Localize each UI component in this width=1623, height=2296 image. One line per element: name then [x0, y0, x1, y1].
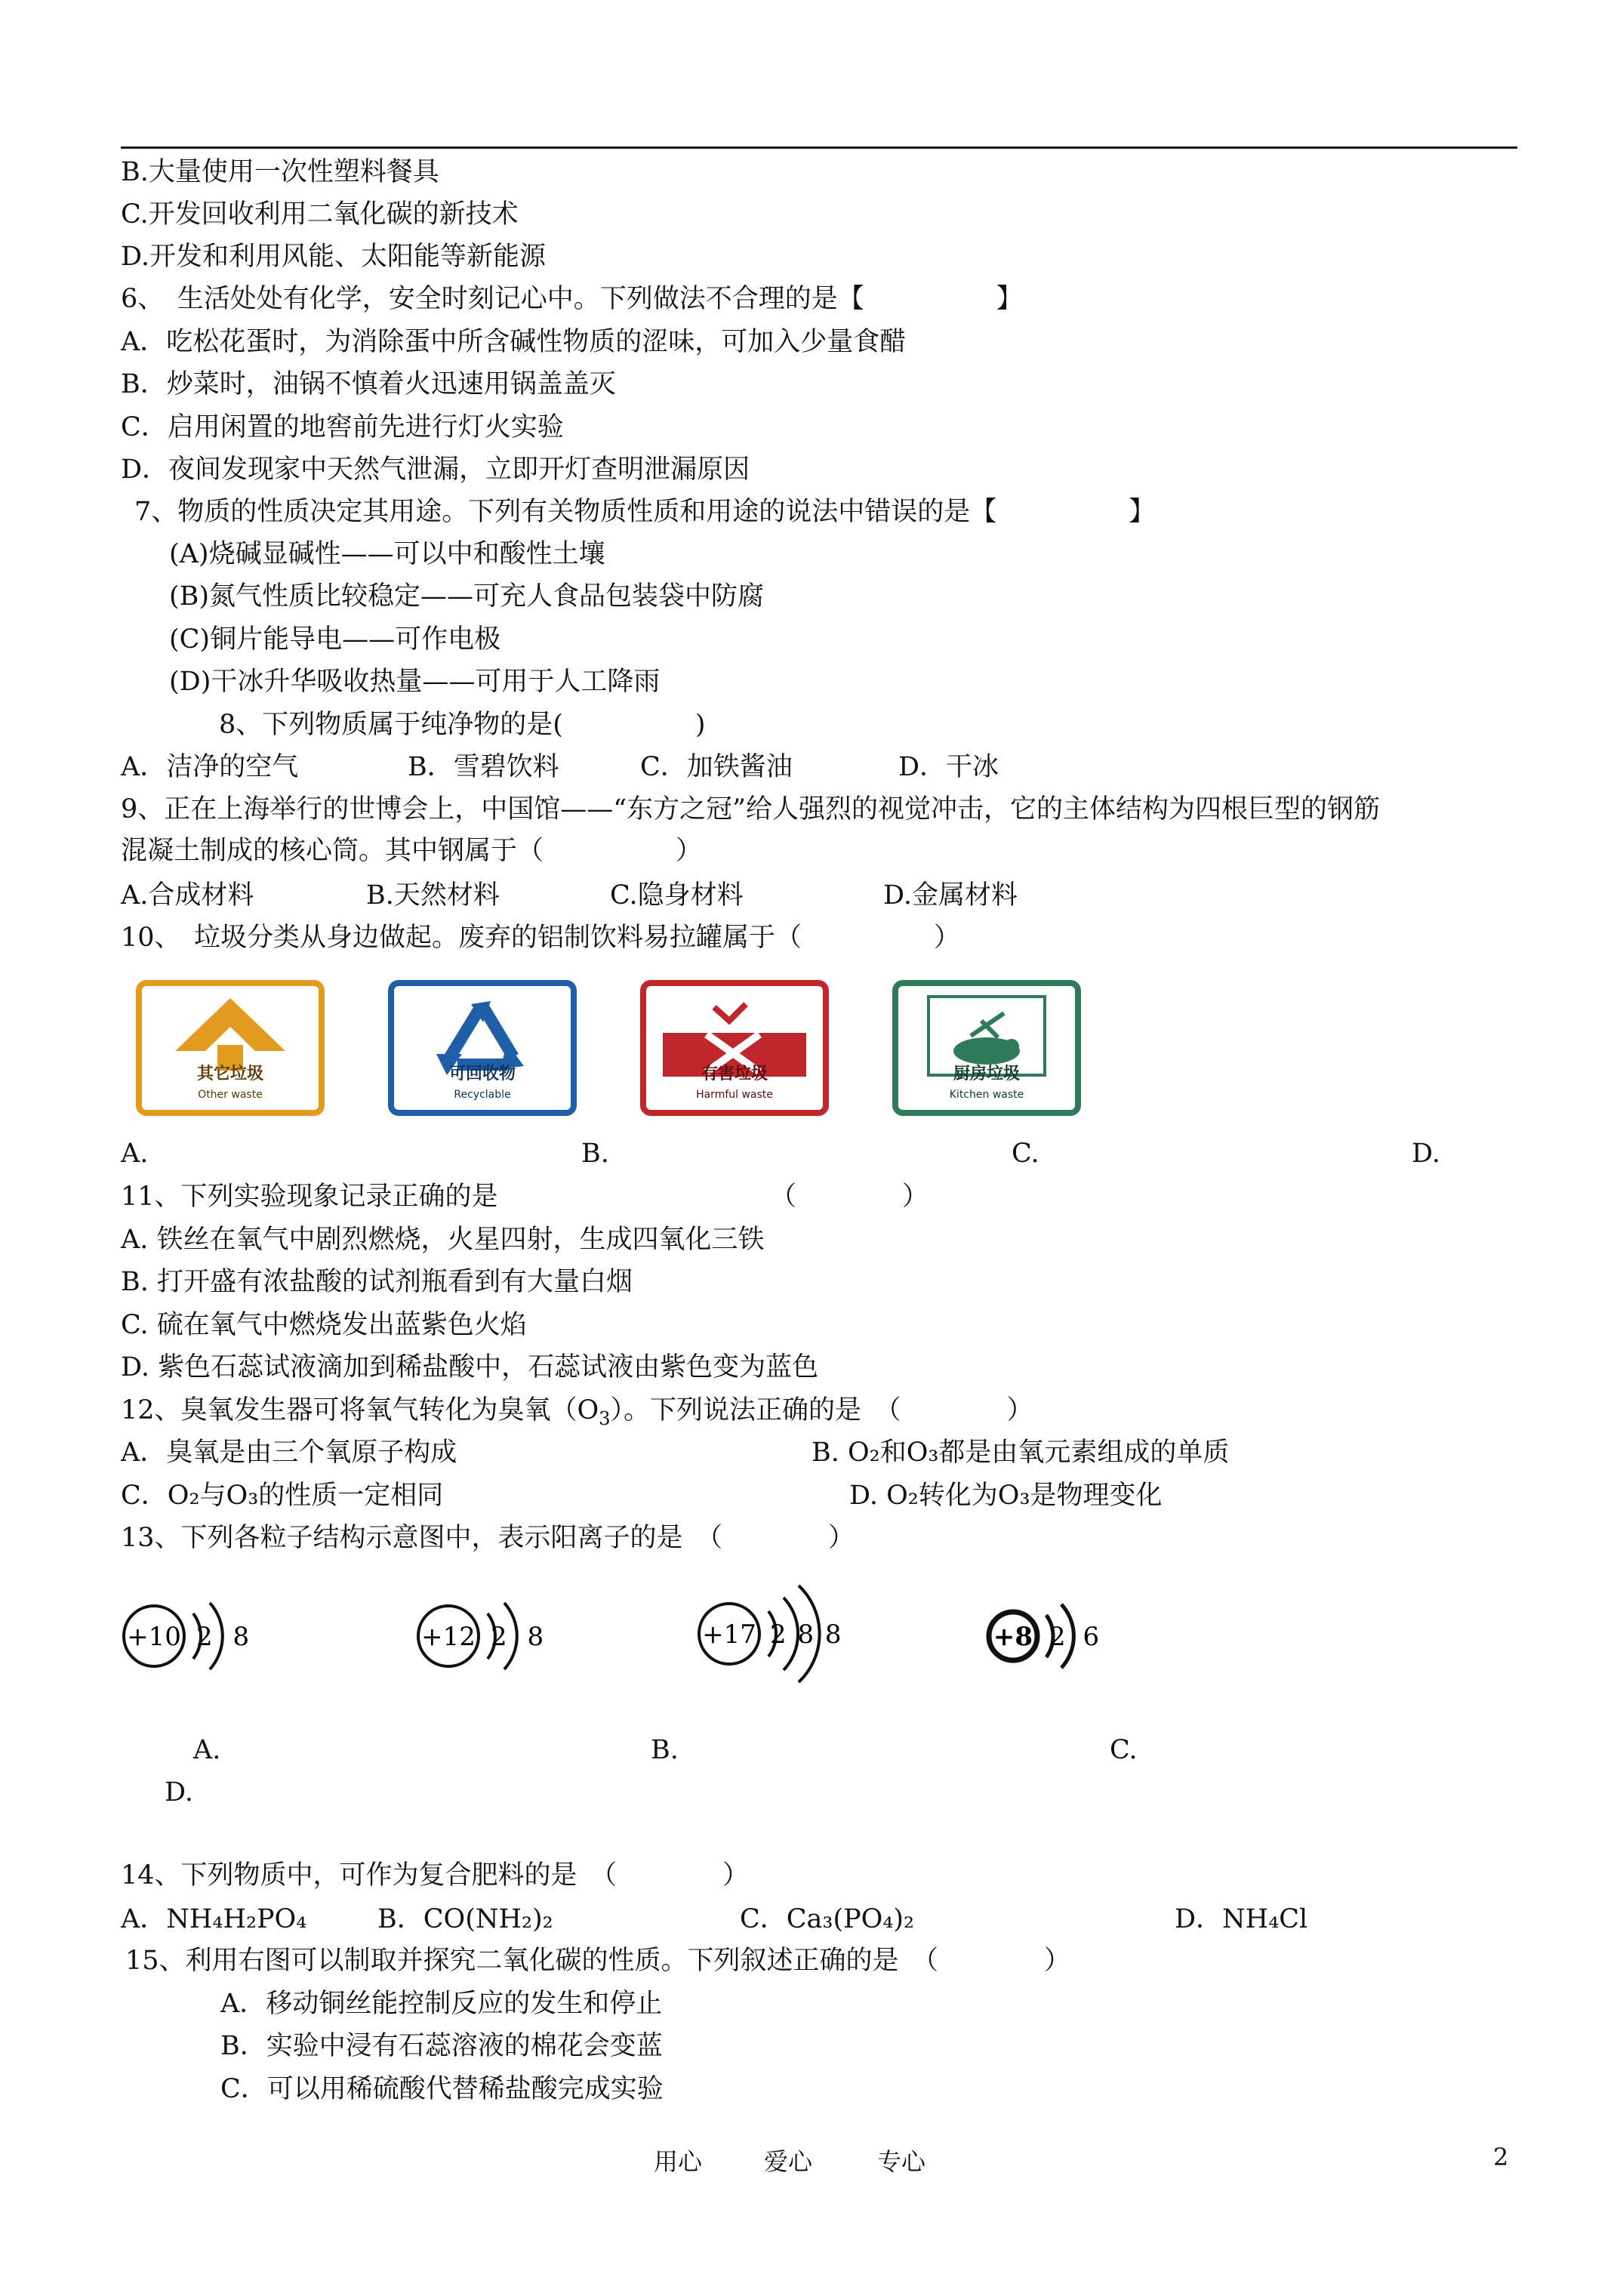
- bin-label: 厨房垃圾: [953, 1065, 1020, 1083]
- q7-option-b: (B)氮气性质比较稳定——可充人食品包装袋中防腐: [169, 581, 765, 612]
- bin-label-en: Other waste: [198, 1089, 263, 1101]
- nucleus-charge: +10: [127, 1622, 181, 1652]
- q8-option-a: A．洁净的空气: [121, 752, 299, 782]
- q15-option-b: B．实验中浸有石蕊溶液的棉花会变蓝: [220, 2031, 663, 2061]
- q15-stem: 15、利用右图可以制取并探究二氧化碳的性质。下列叙述正确的是 （ ）: [125, 1946, 1071, 1976]
- q8-option-d: D．干冰: [898, 752, 999, 782]
- q11-option-a: A. 铁丝在氧气中剧烈燃烧，火星四射，生成四氧化三铁: [121, 1225, 765, 1255]
- q9-option-b: B.天然材料: [366, 880, 500, 911]
- atom-diagram-a: [121, 1582, 256, 1690]
- bin-label: 其它垃圾: [196, 1065, 263, 1083]
- q12-option-c: C．O₂与O₃的性质一定相同: [121, 1481, 444, 1511]
- q10-option-a: A.: [121, 1139, 149, 1169]
- q6-stem: 6、 生活处处有化学，安全时刻记心中。下列做法不合理的是【 】: [121, 284, 1023, 314]
- q14-option-c: C．Ca₃(PO₄)₂: [740, 1904, 915, 1934]
- q13-option-b: B.: [651, 1735, 679, 1765]
- bin-label: 有害垃圾: [701, 1065, 768, 1083]
- q6-option-c: C．启用闲置的地窖前先进行灯火实验: [121, 412, 564, 442]
- q9-stem-line2: 混凝土制成的核心筒。其中钢属于（ ）: [121, 836, 703, 866]
- nucleus-charge: +17: [702, 1620, 756, 1650]
- q14-option-a: A．NH₄H₂PO₄: [121, 1904, 307, 1934]
- q11-option-d: D. 紫色石蕊试液滴加到稀盐酸中，石蕊试液由紫色变为蓝色: [121, 1352, 819, 1382]
- bin-other-waste: [136, 980, 325, 1116]
- q12-option-b: B. O₂和O₃都是由氧元素组成的单质: [812, 1438, 1230, 1468]
- q5-option-d: D.开发和利用风能、太阳能等新能源: [121, 242, 546, 272]
- q6-option-d: D．夜间发现家中天然气泄漏，立即开灯查明泄漏原因: [121, 455, 750, 485]
- bin-label-en: Kitchen waste: [949, 1089, 1024, 1101]
- footer-text-1: 用心: [654, 2147, 703, 2176]
- q8-stem: 8、下列物质属于纯净物的是( ): [219, 710, 706, 740]
- q7-option-c: (C)铜片能导电——可作电极: [169, 624, 501, 655]
- q8-option-b: B．雪碧饮料: [408, 752, 559, 782]
- q13-option-d: D.: [165, 1777, 193, 1808]
- header-rule: [121, 146, 1517, 149]
- q13-option-a: A.: [193, 1735, 221, 1765]
- nucleus-charge: +12: [421, 1622, 476, 1652]
- q5-option-c: C.开发回收利用二氧化碳的新技术: [121, 199, 519, 230]
- q6-option-b: B．炒菜时，油锅不慎着火迅速用锅盖盖灭: [121, 369, 616, 399]
- electron-shells: 2 6: [1049, 1622, 1104, 1652]
- nucleus-charge: +8: [993, 1622, 1033, 1652]
- q15-option-c: C．可以用稀硫酸代替稀盐酸完成实验: [220, 2074, 664, 2104]
- q14-option-d: D．NH₄Cl: [1175, 1904, 1308, 1934]
- q9-option-c: C.隐身材料: [610, 880, 744, 911]
- q13-stem: 13、下列各粒子结构示意图中，表示阳离子的是 （ ）: [121, 1523, 855, 1553]
- bin-harmful-waste: [640, 980, 829, 1116]
- atom-diagram-d: [980, 1582, 1108, 1690]
- atom-diagram-b: [415, 1582, 550, 1690]
- footer-text-2: 爱心: [764, 2147, 813, 2176]
- q12-stem: 12、臭氧发生器可将氧气转化为臭氧$(O_3)$。下列说法正确的是 （ ）: [121, 1395, 1033, 1429]
- electron-shells: 2 8: [491, 1622, 550, 1652]
- q6-option-a: A．吃松花蛋时，为消除蛋中所含碱性物质的涩味，可加入少量食醋: [121, 327, 907, 357]
- q10-option-d: D.: [1412, 1139, 1440, 1169]
- q8-option-c: C．加铁酱油: [640, 752, 793, 782]
- q11-answer-paren: （ ）: [770, 1182, 929, 1212]
- q7-option-d: (D)干冰升华吸收热量——可用于人工降雨: [169, 667, 661, 697]
- q15-option-a: A．移动铜丝能控制反应的发生和停止: [220, 1989, 663, 2019]
- q10-option-b: B.: [581, 1139, 609, 1169]
- atom-diagram-c: [696, 1570, 847, 1694]
- electron-shells: 2 8 8: [770, 1620, 843, 1650]
- bin-kitchen-waste: [892, 980, 1081, 1116]
- q11-option-c: C. 硫在氧气中燃烧发出蓝紫色火焰: [121, 1310, 527, 1340]
- bin-recyclable: [388, 980, 577, 1116]
- q7-stem: 7、物质的性质决定其用途。下列有关物质性质和用途的说法中错误的是【 】: [134, 497, 1156, 527]
- q11-stem: 11、下列实验现象记录正确的是: [121, 1182, 498, 1212]
- page-number: 2: [1493, 2143, 1509, 2171]
- q9-option-a: A.合成材料: [121, 880, 254, 911]
- q9-stem-line1: 9、正在上海举行的世博会上，中国馆——“东方之冠”给人强烈的视觉冲击，它的主体结构为四根巨型的钢筋: [121, 794, 1381, 824]
- electron-shells: 2 8: [196, 1622, 256, 1652]
- q12-option-d: D. O₂转化为O₃是物理变化: [849, 1481, 1163, 1511]
- q11-option-b: B. 打开盛有浓盐酸的试剂瓶看到有大量白烟: [121, 1267, 633, 1297]
- q10-stem: 10、 垃圾分类从身边做起。废弃的铝制饮料易拉罐属于（ ）: [121, 923, 961, 953]
- bin-label: 可回收物: [448, 1065, 516, 1083]
- q13-option-c: C.: [1110, 1735, 1138, 1765]
- q12-option-a: A．臭氧是由三个氧原子构成: [121, 1438, 457, 1468]
- q14-option-b: B．CO(NH₂)₂: [377, 1904, 553, 1934]
- q7-option-a: (A)烧碱显碱性——可以中和酸性土壤: [169, 539, 605, 569]
- bin-label-en: Recyclable: [454, 1089, 511, 1101]
- q10-option-c: C.: [1012, 1139, 1039, 1169]
- q14-stem: 14、下列物质中，可作为复合肥料的是 （ ）: [121, 1860, 750, 1891]
- footer-text-3: 专心: [877, 2147, 926, 2176]
- q5-option-b: B.大量使用一次性塑料餐具: [121, 157, 439, 187]
- q9-option-d: D.金属材料: [883, 880, 1018, 911]
- bin-label-en: Harmful waste: [696, 1089, 773, 1101]
